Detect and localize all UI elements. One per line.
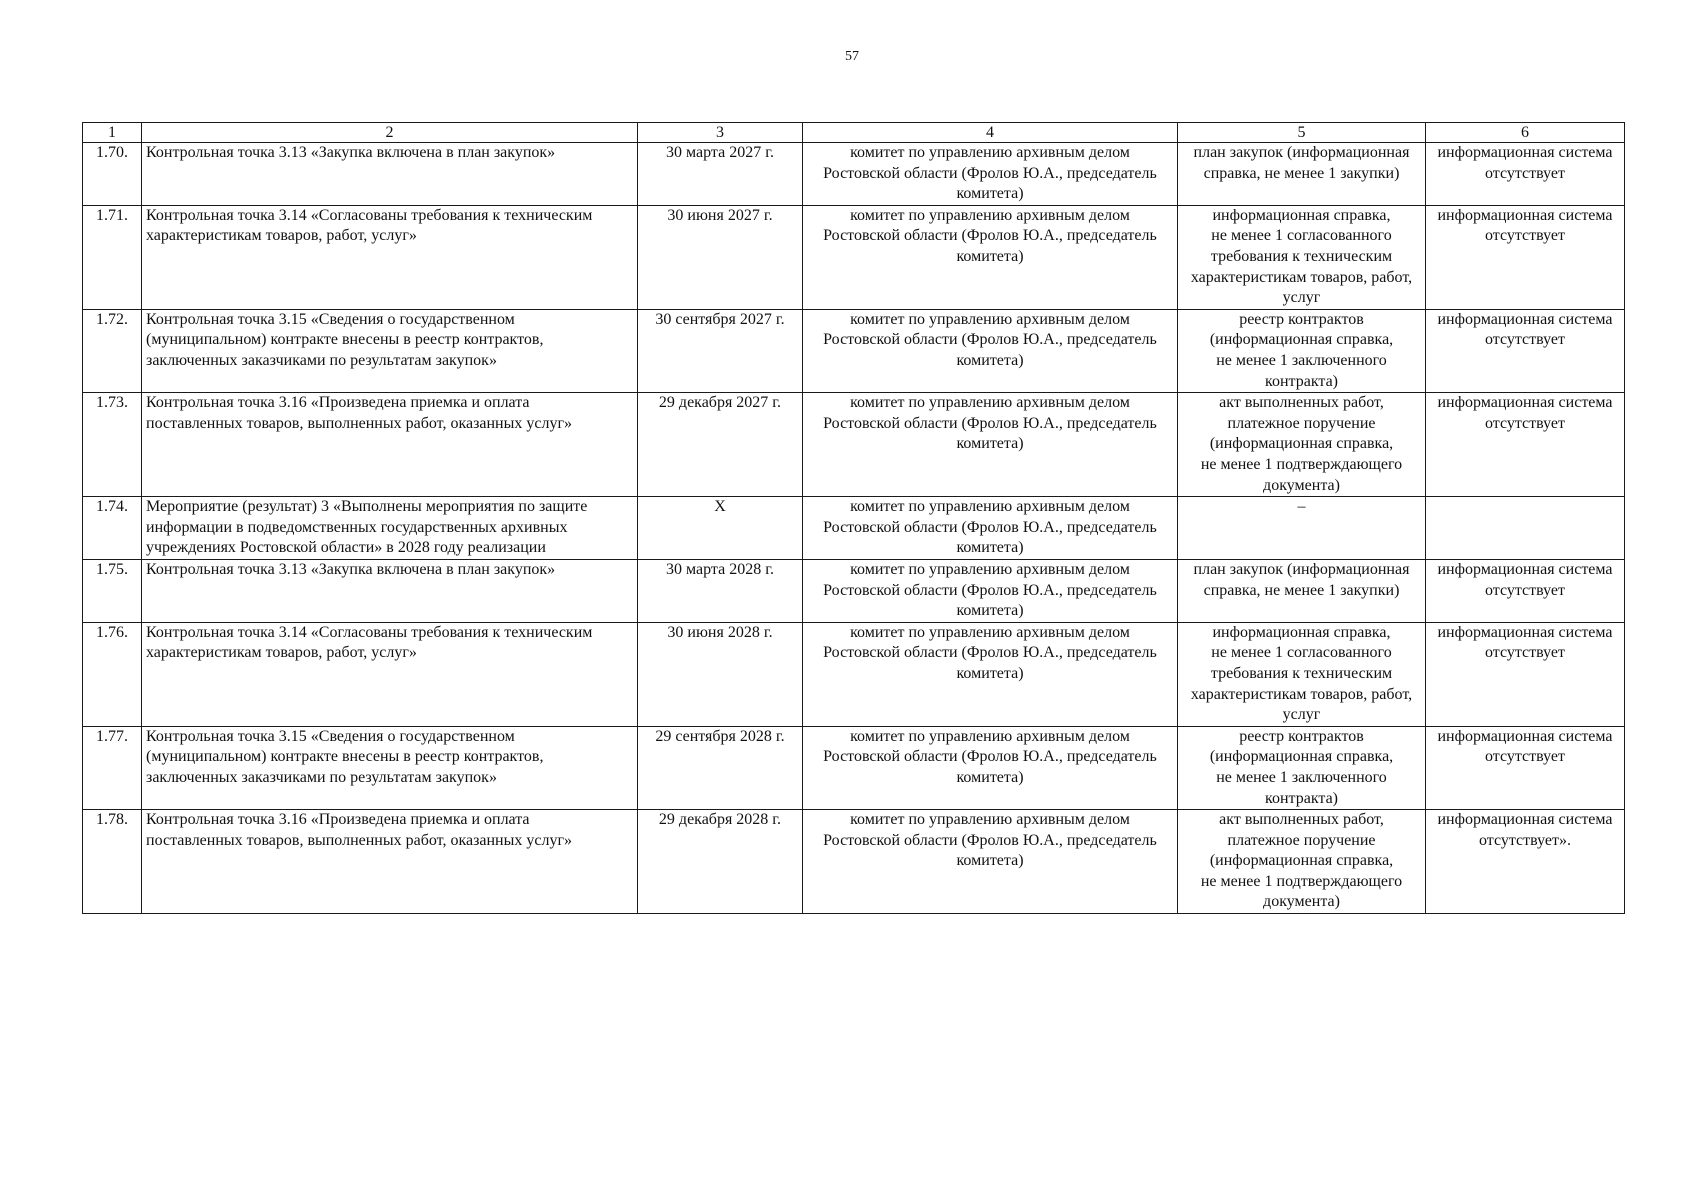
row-info-system: информационная система отсутствует	[1426, 726, 1625, 809]
row-document: акт выполненных работ, платежное поручение (информационная справка, не менее 1 подтверждающего документа)	[1178, 810, 1426, 914]
row-description: Контрольная точка 3.16 «Произведена приемка и оплата поставленных товаров, выполненных работ, оказанных услуг»	[142, 393, 638, 497]
row-date: X	[638, 497, 803, 560]
table-header-row	[83, 123, 1625, 143]
row-number: 1.74.	[83, 497, 142, 560]
column-header-1: 1	[83, 123, 142, 143]
row-responsible: комитет по управлению архивным делом Ростовской области (Фролов Ю.А., председатель комитета)	[803, 205, 1178, 309]
row-date: 29 декабря 2028 г.	[638, 810, 803, 914]
row-document: информационная справка, не менее 1 согласованного требования к техническим характеристикам товаров, работ, услуг	[1178, 205, 1426, 309]
row-responsible: комитет по управлению архивным делом Ростовской области (Фролов Ю.А., председатель комитета)	[803, 726, 1178, 809]
row-info-system	[1426, 497, 1625, 560]
row-number: 1.72.	[83, 309, 142, 392]
column-header-2: 2	[142, 123, 638, 143]
table-row	[83, 309, 1625, 392]
row-responsible: комитет по управлению архивным делом Ростовской области (Фролов Ю.А., председатель комитета)	[803, 143, 1178, 206]
row-description: Контрольная точка 3.14 «Согласованы требования к техническим характеристикам товаров, работ, услуг»	[142, 622, 638, 726]
row-description: Контрольная точка 3.16 «Произведена приемка и оплата поставленных товаров, выполненных работ, оказанных услуг»	[142, 810, 638, 914]
row-responsible: комитет по управлению архивным делом Ростовской области (Фролов Ю.А., председатель комитета)	[803, 559, 1178, 622]
data-table	[82, 122, 1625, 914]
table-row	[83, 726, 1625, 809]
table-row	[83, 205, 1625, 309]
row-info-system: информационная система отсутствует	[1426, 143, 1625, 206]
row-responsible: комитет по управлению архивным делом Ростовской области (Фролов Ю.А., председатель комитета)	[803, 497, 1178, 560]
table-row	[83, 497, 1625, 560]
row-document: план закупок (информационная справка, не менее 1 закупки)	[1178, 559, 1426, 622]
row-responsible: комитет по управлению архивным делом Ростовской области (Фролов Ю.А., председатель комитета)	[803, 393, 1178, 497]
page-number: 57	[845, 49, 859, 64]
row-responsible: комитет по управлению архивным делом Ростовской области (Фролов Ю.А., председатель комитета)	[803, 309, 1178, 392]
table-row	[83, 810, 1625, 914]
row-info-system: информационная система отсутствует	[1426, 309, 1625, 392]
row-info-system: информационная система отсутствует	[1426, 393, 1625, 497]
row-description: Контрольная точка 3.13 «Закупка включена в план закупок»	[142, 143, 638, 206]
row-number: 1.78.	[83, 810, 142, 914]
table-row	[83, 559, 1625, 622]
row-description: Контрольная точка 3.15 «Сведения о государственном (муниципальном) контракте внесены в реестр контрактов, заключенных заказчиками по результатам закупок»	[142, 726, 638, 809]
row-document: реестр контрактов (информационная справка, не менее 1 заключенного контракта)	[1178, 309, 1426, 392]
row-document: реестр контрактов (информационная справка, не менее 1 заключенного контракта)	[1178, 726, 1426, 809]
row-info-system: информационная система отсутствует	[1426, 205, 1625, 309]
column-header-5: 5	[1178, 123, 1426, 143]
row-document: информационная справка, не менее 1 согласованного требования к техническим характеристикам товаров, работ, услуг	[1178, 622, 1426, 726]
table-row	[83, 143, 1625, 206]
row-responsible: комитет по управлению архивным делом Ростовской области (Фролов Ю.А., председатель комитета)	[803, 622, 1178, 726]
row-number: 1.75.	[83, 559, 142, 622]
row-date: 30 сентября 2027 г.	[638, 309, 803, 392]
column-header-3: 3	[638, 123, 803, 143]
row-date: 30 марта 2027 г.	[638, 143, 803, 206]
row-date: 30 июня 2028 г.	[638, 622, 803, 726]
row-number: 1.71.	[83, 205, 142, 309]
row-description: Контрольная точка 3.14 «Согласованы требования к техническим характеристикам товаров, работ, услуг»	[142, 205, 638, 309]
row-date: 30 марта 2028 г.	[638, 559, 803, 622]
row-info-system: информационная система отсутствует».	[1426, 810, 1625, 914]
table-row	[83, 622, 1625, 726]
row-date: 29 декабря 2027 г.	[638, 393, 803, 497]
row-document: акт выполненных работ, платежное поручение (информационная справка, не менее 1 подтверждающего документа)	[1178, 393, 1426, 497]
row-description: Контрольная точка 3.13 «Закупка включена в план закупок»	[142, 559, 638, 622]
row-info-system: информационная система отсутствует	[1426, 559, 1625, 622]
row-number: 1.77.	[83, 726, 142, 809]
table-row	[83, 393, 1625, 497]
row-date: 29 сентября 2028 г.	[638, 726, 803, 809]
column-header-4: 4	[803, 123, 1178, 143]
row-info-system: информационная система отсутствует	[1426, 622, 1625, 726]
row-number: 1.70.	[83, 143, 142, 206]
row-document: –	[1178, 497, 1426, 560]
row-document: план закупок (информационная справка, не менее 1 закупки)	[1178, 143, 1426, 206]
row-date: 30 июня 2027 г.	[638, 205, 803, 309]
row-number: 1.73.	[83, 393, 142, 497]
row-description: Контрольная точка 3.15 «Сведения о государственном (муниципальном) контракте внесены в реестр контрактов, заключенных заказчиками по результатам закупок»	[142, 309, 638, 392]
column-header-6: 6	[1426, 123, 1625, 143]
row-responsible: комитет по управлению архивным делом Ростовской области (Фролов Ю.А., председатель комитета)	[803, 810, 1178, 914]
row-number: 1.76.	[83, 622, 142, 726]
row-description: Мероприятие (результат) 3 «Выполнены мероприятия по защите информации в подведомственных государственных архивных учреждениях Ростовской области» в 2028 году реализации	[142, 497, 638, 560]
